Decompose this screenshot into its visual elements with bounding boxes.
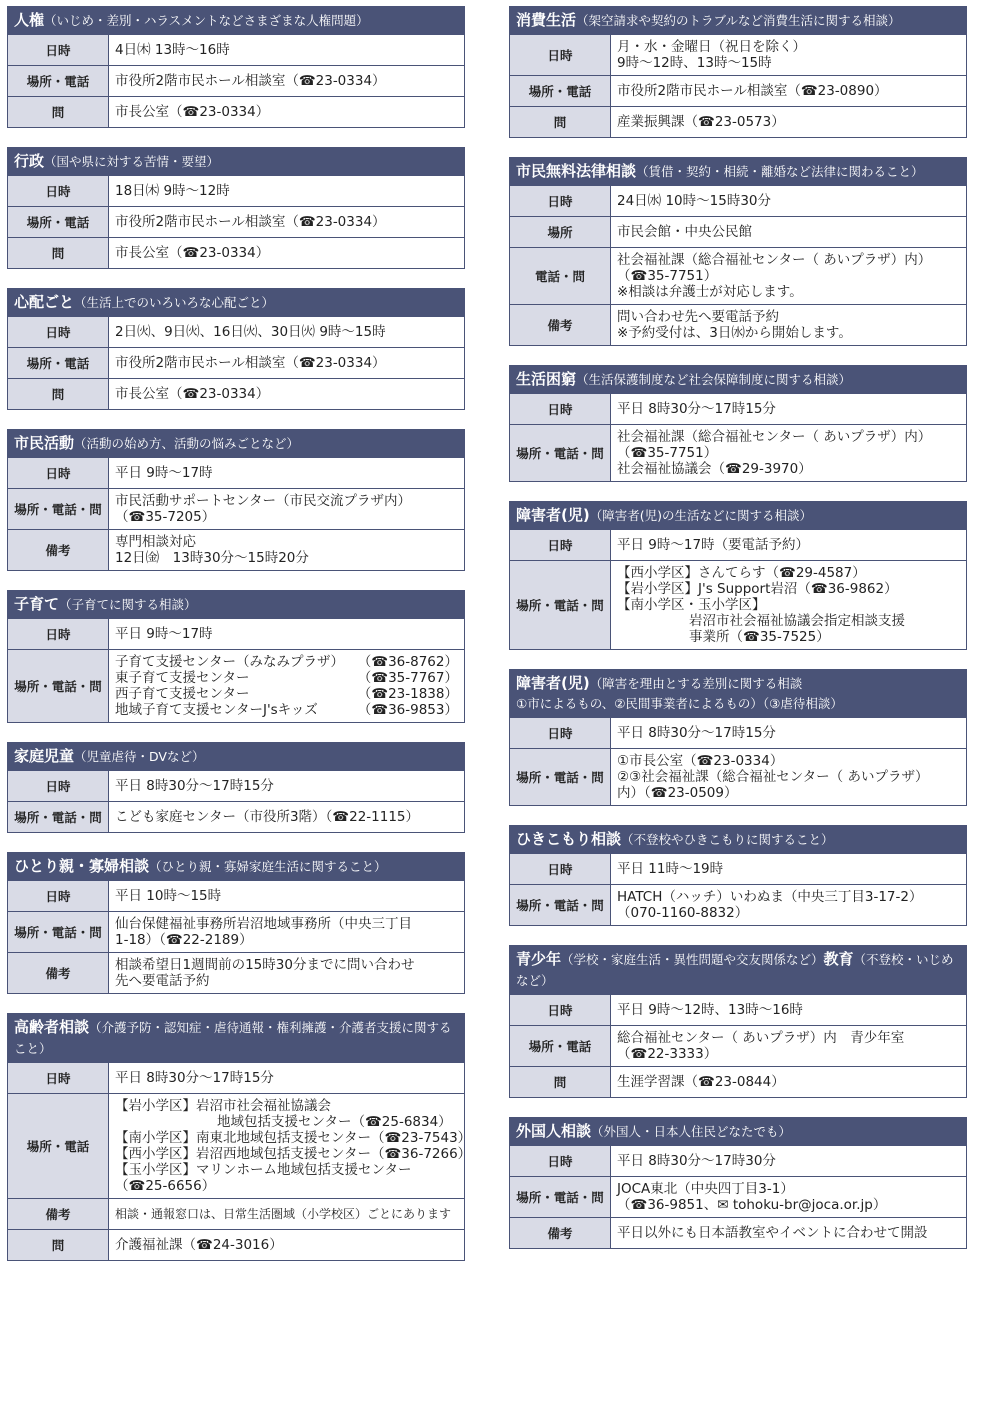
- table-row: [8, 649, 464, 722]
- value-line: 月・水・金曜日（祝日を除く）: [617, 39, 806, 55]
- consultation-section: [7, 6, 465, 128]
- row-value: [109, 207, 464, 237]
- table-row: [510, 529, 966, 560]
- table-row: [510, 247, 966, 304]
- value-line: 平日 9時～12時、13時～16時: [617, 1002, 803, 1018]
- table-row: [8, 1093, 472, 1198]
- center-tel: （☎36-9853）: [357, 702, 458, 718]
- consultation-section: [7, 1013, 472, 1261]
- row-label: 電話・問: [510, 248, 611, 304]
- row-label: 日時: [8, 771, 109, 801]
- section-title: 青少年: [516, 950, 562, 968]
- row-value: [611, 76, 966, 106]
- table-row: [510, 1145, 966, 1176]
- table-row: [8, 175, 464, 206]
- section-title: 生活困窮: [516, 370, 577, 388]
- row-value: [611, 107, 966, 137]
- consultation-section: [509, 1117, 967, 1249]
- section-header: [510, 946, 966, 994]
- value-line: 平日 8時30分～17時30分: [617, 1153, 776, 1169]
- row-value: [611, 885, 966, 925]
- value-line: 市民会館・中央公民館: [617, 224, 752, 240]
- value-line: 社会福祉課（総合福祉センター（ あいプラザ）内）: [617, 252, 932, 268]
- row-value: [611, 1177, 966, 1217]
- center-name: 東子育て支援センター: [115, 670, 250, 686]
- row-value: [109, 66, 464, 96]
- row-label: 場所・電話: [8, 348, 109, 378]
- section-title: ひとり親・寡婦相談: [14, 857, 150, 875]
- value-line: 総合福祉センター（ あいプラザ）内 青少年室: [617, 1030, 905, 1046]
- row-label: 日時: [8, 619, 109, 649]
- row-label: 日時: [510, 186, 611, 216]
- center-tel: （☎23-1838）: [357, 686, 458, 702]
- section-subtitle: （不登校やひきこもりに関すること）: [621, 832, 834, 847]
- row-label: 日時: [510, 854, 611, 884]
- value-line: 【岩小学区】J's Support岩沼（☎36-9862）: [617, 581, 898, 597]
- section-header: [8, 148, 464, 175]
- row-label: 問: [510, 1067, 611, 1097]
- value-line: ※相談は弁護士が対応します。: [617, 284, 803, 300]
- table-row: [8, 65, 464, 96]
- row-value: [611, 217, 966, 247]
- value-line: 【玉小学区】マリンホーム地域包括支援センター: [115, 1162, 412, 1178]
- table-row: [8, 1062, 464, 1093]
- value-line: 産業振興課（☎23-0573）: [617, 114, 785, 130]
- value-line: （☎25-6656）: [115, 1178, 216, 1194]
- section-subtitle: （架空請求や契約のトラブルなど消費生活に関する相談）: [576, 13, 901, 28]
- section-title: 家庭児童: [14, 747, 75, 765]
- table-row: [510, 1217, 966, 1248]
- row-label: 日時: [510, 1146, 611, 1176]
- row-label: 問: [8, 97, 109, 127]
- consultation-section: [7, 288, 465, 410]
- value-line: 4日㈭ 13時～16時: [115, 42, 230, 58]
- table-row: [510, 393, 966, 424]
- row-label: 問: [8, 238, 109, 268]
- value-line: 平日 8時30分～17時15分: [115, 778, 274, 794]
- row-value: [109, 1230, 464, 1260]
- value-line: ※予約受付は、3日㈬から開始します。: [617, 325, 852, 341]
- row-value: [109, 619, 464, 649]
- row-value: [109, 489, 464, 529]
- section-header: [8, 289, 464, 316]
- consultation-section: [509, 157, 967, 346]
- value-line: 平日 8時30分～17時15分: [617, 401, 776, 417]
- center-tel: （☎36-8762）: [357, 654, 458, 670]
- section-header: [510, 826, 966, 853]
- section-subtitle-3: （不登校・いじめなど）: [516, 952, 954, 988]
- row-label: 場所・電話: [8, 66, 109, 96]
- value-line: （070-1160-8832）: [617, 905, 749, 921]
- row-value: [109, 1094, 477, 1198]
- value-line: HATCH（ハッチ）いわぬま（中央三丁目3-17-2）: [617, 889, 923, 905]
- section-title: 子育て: [14, 595, 60, 613]
- value-line: 市民活動サポートセンター（市民交流プラザ内）: [115, 493, 412, 509]
- section-header: [8, 743, 464, 770]
- table-row: [8, 378, 464, 409]
- value-line: 平日 9時～17時: [115, 626, 213, 642]
- row-label: 日時: [510, 530, 611, 560]
- row-value: [611, 995, 966, 1025]
- row-label: 場所・電話・問: [510, 425, 611, 481]
- table-row: [510, 717, 966, 748]
- row-value: [109, 317, 464, 347]
- row-label: 備考: [8, 530, 109, 570]
- table-row: [8, 316, 464, 347]
- row-value: [611, 561, 966, 649]
- value-line: （☎22-3333）: [617, 1046, 718, 1062]
- row-value: [611, 1067, 966, 1097]
- value-line: 24日㈬ 10時～15時30分: [617, 193, 772, 209]
- section-subtitle: （生活上でのいろいろな心配ごと）: [74, 295, 275, 310]
- row-value: [109, 35, 464, 65]
- row-label: 問: [510, 107, 611, 137]
- consultation-section: [509, 365, 967, 482]
- value-line: 市長公室（☎23-0334）: [115, 386, 270, 402]
- row-label: 日時: [8, 176, 109, 206]
- section-subtitle: （子育てに関する相談）: [59, 597, 197, 612]
- table-row: [510, 884, 966, 925]
- value-line: 仙台保健福祉事務所岩沼地域事務所（中央三丁目: [115, 916, 412, 932]
- value-line: 2日㈫、9日㈫、16日㈫、30日㈫ 9時～15時: [115, 324, 386, 340]
- table-row: [510, 34, 966, 75]
- section-header: [8, 7, 464, 34]
- row-label: 場所・電話・問: [510, 1177, 611, 1217]
- row-label: 日時: [8, 35, 109, 65]
- value-line: 市長公室（☎23-0334）: [115, 245, 270, 261]
- row-label: 問: [8, 1230, 109, 1260]
- table-row: [510, 216, 966, 247]
- value-line: JOCA東北（中央四丁目3-1）: [617, 1181, 794, 1197]
- row-value: [109, 238, 464, 268]
- table-row: [8, 529, 464, 570]
- value-line: 【西小学区】さんてらす（☎29-4587）: [617, 565, 866, 581]
- table-row: [8, 457, 464, 488]
- consultation-section: [7, 429, 465, 571]
- row-label: 場所・電話: [8, 207, 109, 237]
- table-row: [510, 424, 966, 481]
- section-title: 障害者(児): [516, 674, 590, 692]
- value-line: 1-18）（☎22-2189）: [115, 932, 253, 948]
- value-line: 【南小学区】南東北地域包括支援センター（☎23-7543）: [115, 1130, 472, 1146]
- value-line: 問い合わせ先へ要電話予約: [617, 309, 779, 325]
- value-line: （☎35-7205）: [115, 509, 216, 525]
- value-line: 12日㈮ 13時30分～15時20分: [115, 550, 309, 566]
- row-label: 備考: [8, 953, 109, 993]
- value-line: （☎36-9851、✉ tohoku-br@joca.or.jp）: [617, 1197, 887, 1213]
- table-row: [8, 952, 464, 993]
- consultation-section: [509, 945, 967, 1098]
- row-value: [611, 305, 966, 345]
- row-value: [109, 771, 464, 801]
- section-subtitle: （児童虐待・DVなど）: [74, 749, 205, 764]
- table-row: [8, 96, 464, 127]
- section-subtitle: （外国人・日本人住民どなたでも）: [591, 1124, 792, 1139]
- section-title: 行政: [14, 152, 45, 170]
- section-subtitle: （学校・家庭生活・異性問題や交友関係など）: [561, 952, 824, 967]
- row-value: [611, 718, 966, 748]
- section-header: [510, 7, 966, 34]
- value-line: 岩沼市社会福祉協議会指定相談支援: [689, 613, 905, 629]
- table-row: [8, 488, 464, 529]
- value-line: こども家庭センター（市役所3階）（☎22-1115）: [115, 809, 420, 825]
- section-title: 市民無料法律相談: [516, 162, 637, 180]
- value-line: 【岩小学区】岩沼市社会福祉協議会: [115, 1098, 331, 1114]
- row-value: [611, 1146, 966, 1176]
- row-label: 備考: [8, 1199, 109, 1229]
- section-subtitle: （障害を理由とする差別に関する相談: [589, 676, 803, 691]
- table-row: [8, 618, 464, 649]
- table-row: [8, 34, 464, 65]
- value-line: 市長公室（☎23-0334）: [115, 104, 270, 120]
- row-value: [109, 650, 464, 722]
- section-title: 障害者(児): [516, 506, 590, 524]
- value-line: 内）（☎23-0509）: [617, 785, 738, 801]
- row-label: 場所・電話・問: [8, 912, 109, 952]
- row-label: 場所・電話: [510, 76, 611, 106]
- center-tel: （☎35-7767）: [357, 670, 458, 686]
- table-row: [510, 1025, 966, 1066]
- consultation-section: [509, 6, 967, 138]
- table-row: [8, 880, 464, 911]
- row-value: [109, 458, 464, 488]
- value-line: 平日 9時～17時: [115, 465, 213, 481]
- row-value: [611, 248, 966, 304]
- consultation-section: [509, 825, 967, 926]
- row-value: [611, 1026, 966, 1066]
- value-line: 【西小学区】岩沼西地域包括支援センター（☎36-7266）: [115, 1146, 472, 1162]
- table-row: [510, 560, 966, 649]
- value-line: 【南小学区・玉小学区】: [617, 597, 766, 613]
- row-value: [109, 379, 464, 409]
- row-label: 日時: [8, 317, 109, 347]
- row-value: [611, 394, 966, 424]
- section-subtitle: （活動の始め方、活動の悩みごとなど）: [74, 436, 300, 451]
- row-value: [109, 912, 464, 952]
- section-header: [8, 430, 464, 457]
- center-name: 地域子育て支援センターJ'sキッズ: [115, 702, 318, 718]
- value-line: 平日 11時～19時: [617, 861, 724, 877]
- row-label: 備考: [510, 1218, 611, 1248]
- row-label: 日時: [510, 35, 611, 75]
- value-line: 相談希望日1週間前の15時30分までに問い合わせ: [115, 957, 415, 973]
- section-header: [8, 1014, 464, 1062]
- row-value: [611, 35, 966, 75]
- section-header: [8, 591, 464, 618]
- row-label: 日時: [510, 995, 611, 1025]
- consultation-section: [509, 669, 967, 806]
- table-row: [8, 347, 464, 378]
- table-row: [510, 304, 966, 345]
- table-row: [510, 185, 966, 216]
- row-value: [611, 749, 966, 805]
- section-header: [510, 158, 966, 185]
- value-line: 18日㈭ 9時～12時: [115, 183, 230, 199]
- value-line: 社会福祉協議会（☎29-3970）: [617, 461, 812, 477]
- consultation-section: [7, 590, 465, 723]
- row-value: [611, 854, 966, 884]
- table-row: [8, 911, 464, 952]
- center-name: 子育て支援センター（みなみプラザ）: [115, 654, 344, 670]
- value-line: 市役所2階市民ホール相談室（☎23-0334）: [115, 355, 386, 371]
- consultation-section: [7, 852, 465, 994]
- row-value: [109, 881, 464, 911]
- table-row: [510, 853, 966, 884]
- table-row: [8, 1229, 464, 1260]
- value-line: 平日 9時～17時（要電話予約）: [617, 537, 810, 553]
- section-header: [510, 1118, 966, 1145]
- row-value: [109, 176, 464, 206]
- section-title: 高齢者相談: [14, 1018, 90, 1036]
- value-line: 社会福祉課（総合福祉センター（ あいプラザ）内）: [617, 429, 932, 445]
- value-line: 市役所2階市民ホール相談室（☎23-0334）: [115, 214, 386, 230]
- section-subtitle: （国や県に対する苦情・要望）: [44, 154, 220, 169]
- left-column: [7, 6, 472, 1280]
- value-line: 地域包括支援センター（☎25-6834）: [217, 1114, 452, 1130]
- row-value: [109, 530, 464, 570]
- section-subtitle: （障害者(児)の生活などに関する相談）: [589, 508, 812, 523]
- value-line: 9時～12時、13時～15時: [617, 55, 772, 71]
- section-header: [510, 670, 966, 717]
- table-row: [510, 106, 966, 137]
- right-column: [509, 6, 967, 1268]
- center-listing: [115, 702, 458, 718]
- section-subtitle-2: ①市によるもの、②民間事業者によるもの）（③虐待相談）: [516, 696, 843, 711]
- value-line: 相談・通報窓口は、日常生活圏域（小学校区）ごとにあります: [115, 1207, 452, 1221]
- value-line: 平日 8時30分～17時15分: [115, 1070, 274, 1086]
- row-label: 場所: [510, 217, 611, 247]
- table-row: [8, 801, 464, 832]
- section-title: 市民活動: [14, 434, 75, 452]
- value-line: 生涯学習課（☎23-0844）: [617, 1074, 785, 1090]
- row-label: 備考: [510, 305, 611, 345]
- table-row: [8, 237, 464, 268]
- row-label: 問: [8, 379, 109, 409]
- section-header: [510, 502, 966, 529]
- row-value: [109, 802, 464, 832]
- row-label: 場所・電話・問: [510, 561, 611, 649]
- row-label: 場所・電話: [510, 1026, 611, 1066]
- value-line: （☎35-7751）: [617, 268, 718, 284]
- row-value: [611, 530, 966, 560]
- row-label: 場所・電話・問: [510, 885, 611, 925]
- value-line: 市役所2階市民ホール相談室（☎23-0890）: [617, 83, 888, 99]
- table-row: [8, 206, 464, 237]
- section-title: 消費生活: [516, 11, 577, 29]
- table-row: [510, 748, 966, 805]
- row-value: [109, 953, 464, 993]
- row-label: 場所・電話・問: [8, 489, 109, 529]
- section-subtitle: （生活保護制度など社会保障制度に関する相談）: [576, 372, 852, 387]
- value-line: 平日 8時30分～17時15分: [617, 725, 776, 741]
- consultation-section: [7, 742, 465, 833]
- table-row: [510, 1176, 966, 1217]
- section-title: 外国人相談: [516, 1122, 592, 1140]
- value-line: 専門相談対応: [115, 534, 196, 550]
- value-line: 介護福祉課（☎24-3016）: [115, 1237, 283, 1253]
- row-value: [109, 348, 464, 378]
- row-value: [109, 1199, 464, 1229]
- table-row: [8, 770, 464, 801]
- row-value: [109, 97, 464, 127]
- value-line: 事業所（☎35-7525）: [689, 629, 830, 645]
- value-line: ①市長公室（☎23-0334）: [617, 753, 784, 769]
- consultation-section: [7, 147, 465, 269]
- section-subtitle: （介護予防・認知症・虐待通報・権利擁護・介護者支援に関すること）: [14, 1020, 452, 1056]
- section-title: 人権: [14, 11, 45, 29]
- row-label: 場所・電話・問: [8, 802, 109, 832]
- row-label: 日時: [8, 458, 109, 488]
- row-label: 日時: [8, 881, 109, 911]
- consultation-section: [509, 501, 967, 650]
- row-value: [611, 186, 966, 216]
- section-subtitle: （賃借・契約・相続・離婚など法律に関わること）: [636, 164, 924, 179]
- value-line: 平日以外にも日本語教室やイベントに合わせて開設: [617, 1225, 928, 1241]
- section-header: [8, 853, 464, 880]
- table-row: [510, 1066, 966, 1097]
- value-line: 市役所2階市民ホール相談室（☎23-0334）: [115, 73, 386, 89]
- row-value: [611, 425, 966, 481]
- center-listing: [115, 670, 458, 686]
- row-label: 日時: [510, 394, 611, 424]
- value-line: （☎35-7751）: [617, 445, 718, 461]
- value-line: ②③社会福祉課（総合福祉センター（ あいプラザ）: [617, 769, 929, 785]
- section-title-2: 教育: [823, 950, 854, 968]
- section-title: 心配ごと: [14, 293, 75, 311]
- center-listing: [115, 686, 458, 702]
- section-subtitle: （いじめ・差別・ハラスメントなどさまざまな人権問題）: [44, 13, 369, 28]
- row-value: [611, 1218, 966, 1248]
- row-label: 日時: [8, 1063, 109, 1093]
- section-subtitle: （ひとり親・寡婦家庭生活に関すること）: [149, 859, 387, 874]
- value-line: 先へ要電話予約: [115, 973, 210, 989]
- table-row: [8, 1198, 464, 1229]
- center-name: 西子育て支援センター: [115, 686, 250, 702]
- section-header: [510, 366, 966, 393]
- row-label: 日時: [510, 718, 611, 748]
- center-listing: [115, 654, 458, 670]
- row-label: 場所・電話・問: [8, 650, 109, 722]
- row-value: [109, 1063, 464, 1093]
- section-title: ひきこもり相談: [516, 830, 622, 848]
- row-label: 場所・電話: [8, 1094, 109, 1198]
- table-row: [510, 994, 966, 1025]
- table-row: [510, 75, 966, 106]
- row-label: 場所・電話・問: [510, 749, 611, 805]
- value-line: 平日 10時～15時: [115, 888, 222, 904]
